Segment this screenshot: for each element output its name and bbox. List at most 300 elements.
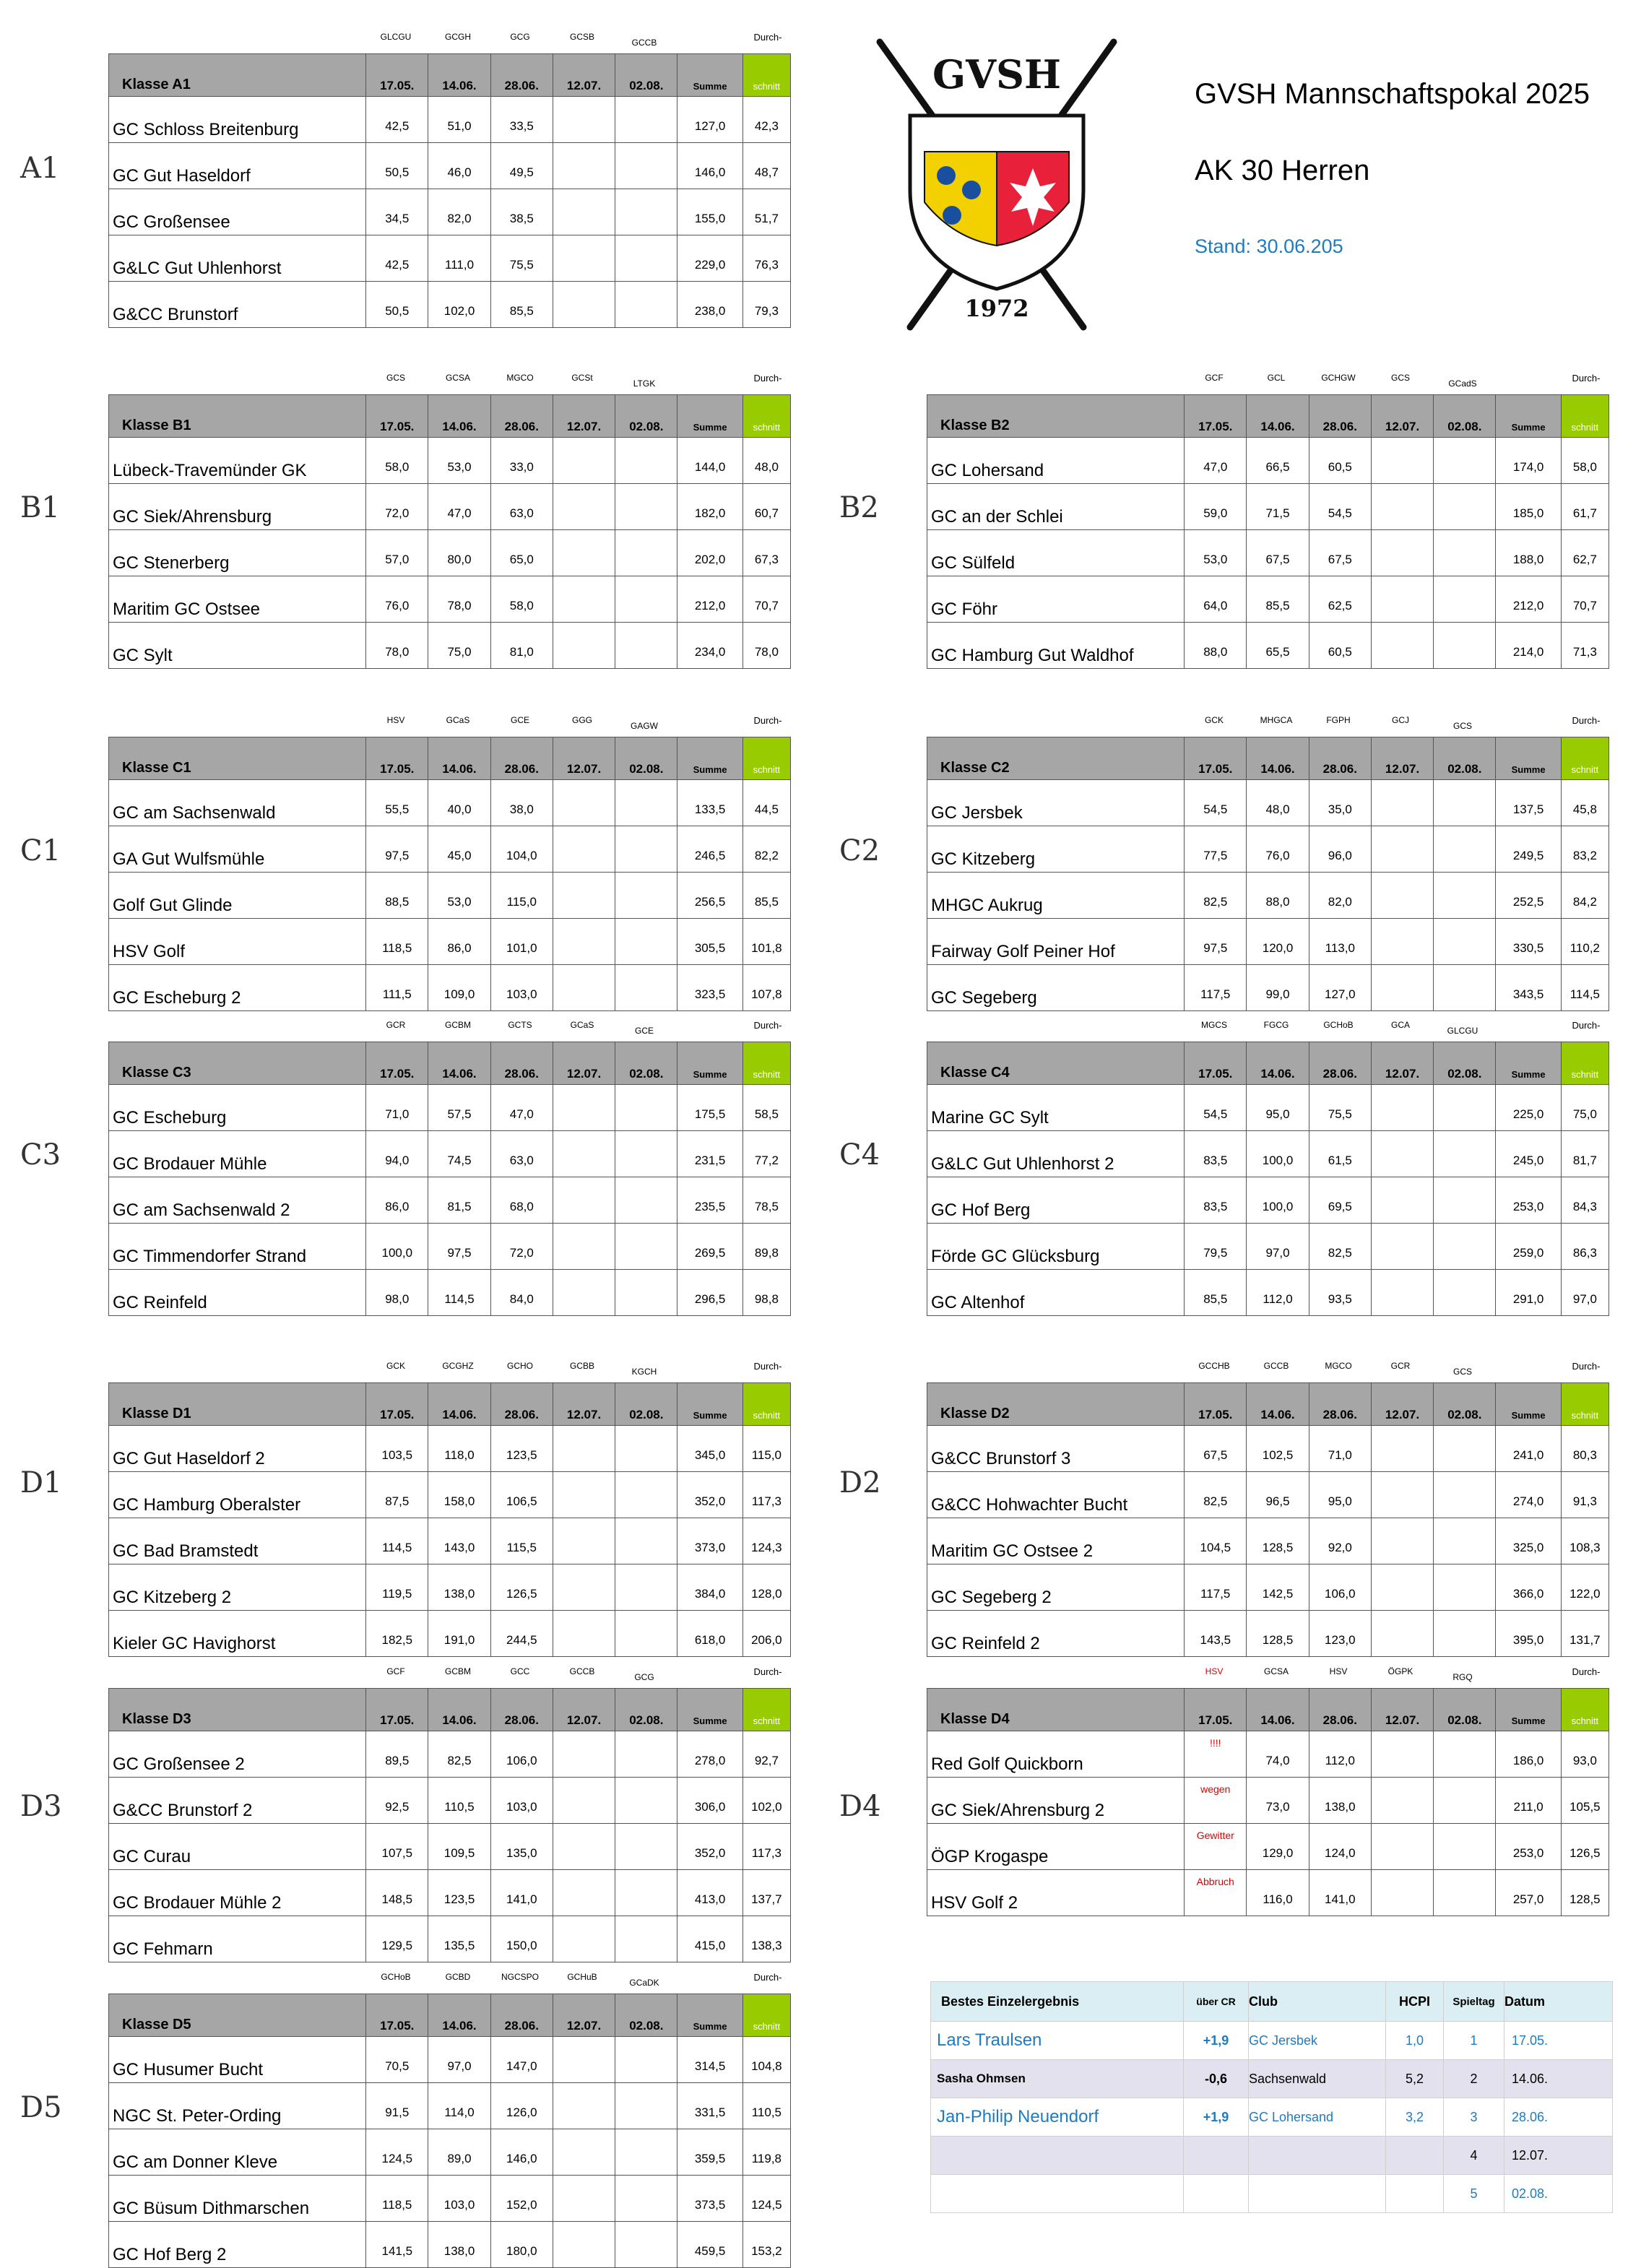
club-code: GCBM — [445, 1020, 471, 1030]
average-header: schnitt — [742, 1994, 790, 2037]
sum-value: 155,0 — [677, 189, 742, 235]
date-header: 17.05. — [366, 1383, 428, 1426]
score-value: 138,0 — [428, 1564, 490, 1611]
club-code: HSV — [1329, 1666, 1348, 1676]
team-name: ÖGP Krogaspe — [927, 1824, 1185, 1870]
score-value: 103,0 — [428, 2176, 490, 2222]
date-header: 02.08. — [615, 1042, 677, 1085]
club-code: NGCSPO — [501, 1972, 539, 1982]
date-header: 17.05. — [1185, 1383, 1247, 1426]
club-code: GCE — [634, 1026, 654, 1036]
sum-value: 238,0 — [677, 282, 742, 328]
team-name: GC am Sachsenwald — [109, 780, 366, 826]
average-value: 131,7 — [1561, 1611, 1608, 1657]
score-value — [615, 1085, 677, 1131]
sum-value: 395,0 — [1496, 1611, 1561, 1657]
sum-value: 235,5 — [677, 1177, 742, 1224]
score-value: 81,0 — [490, 623, 553, 669]
score-value: 127,0 — [1309, 965, 1371, 1011]
team-name: GC Curau — [109, 1824, 366, 1870]
average-value: 84,2 — [1561, 873, 1608, 919]
score-value — [615, 873, 677, 919]
score-value: 74,0 — [1247, 1731, 1309, 1778]
score-value — [615, 1870, 677, 1916]
team-row — [927, 530, 1609, 576]
spieltag: 5 — [1444, 2175, 1504, 2213]
group-label-c3: C3 — [20, 1138, 61, 1172]
class-table — [108, 394, 791, 669]
average-header: schnitt — [1561, 1042, 1608, 1085]
date-header: 02.08. — [615, 1383, 677, 1426]
score-value: 103,0 — [490, 1778, 553, 1824]
club-codes — [927, 1345, 1609, 1382]
group-label-d1: D1 — [20, 1466, 62, 1499]
score-value: 58,0 — [490, 576, 553, 623]
average-value: 124,5 — [742, 2176, 790, 2222]
class-title: Klasse C1 — [109, 737, 366, 780]
score-value — [1434, 1778, 1496, 1824]
score-value: 94,0 — [366, 1131, 428, 1177]
score-value — [1434, 826, 1496, 873]
score-value: 114,5 — [428, 1270, 490, 1316]
datum: 17.05. — [1504, 2022, 1613, 2060]
sum-value: 146,0 — [677, 143, 742, 189]
score-value — [615, 438, 677, 484]
date-header: 02.08. — [1434, 395, 1496, 438]
date-header: 17.05. — [366, 395, 428, 438]
page-title: GVSH Mannschaftspokal 2025 — [1195, 78, 1590, 110]
hcpi: 3,2 — [1386, 2098, 1444, 2137]
score-value: 114,0 — [428, 2083, 490, 2129]
average-value: 62,7 — [1561, 530, 1608, 576]
best-col-hcpi: HCPI — [1386, 1982, 1444, 2022]
logo-text: GVSH — [932, 51, 1062, 98]
team-row — [927, 1131, 1609, 1177]
score-value: 180,0 — [490, 2222, 553, 2268]
score-value — [553, 826, 615, 873]
score-value — [1371, 1472, 1433, 1518]
team-name: GC Hamburg Gut Waldhof — [927, 623, 1185, 669]
over-cr — [1184, 2175, 1249, 2213]
score-value — [1434, 1564, 1496, 1611]
average-header: schnitt — [742, 54, 790, 97]
score-value — [553, 780, 615, 826]
score-value: 42,5 — [366, 97, 428, 143]
score-value: 123,5 — [428, 1870, 490, 1916]
average-value: 71,3 — [1561, 623, 1608, 669]
score-value — [553, 1824, 615, 1870]
best-body — [931, 2022, 1613, 2213]
summe-header: Summe — [677, 1689, 742, 1731]
team-name: GC Siek/Ahrensburg 2 — [927, 1778, 1185, 1824]
score-value: 51,0 — [428, 97, 490, 143]
team-row — [927, 1731, 1609, 1778]
club-code: MGCS — [1201, 1020, 1227, 1030]
class-title: Klasse D2 — [927, 1383, 1185, 1426]
score-value: 100,0 — [1247, 1131, 1309, 1177]
team-name: GA Gut Wulfsmühle — [109, 826, 366, 873]
date-header: 02.08. — [1434, 737, 1496, 780]
summe-header: Summe — [677, 54, 742, 97]
club-code: GGG — [571, 715, 592, 725]
score-value — [553, 576, 615, 623]
header-row — [927, 1383, 1609, 1426]
score-value — [1371, 1131, 1433, 1177]
team-name: GC Föhr — [927, 576, 1185, 623]
club-code: LTGK — [633, 378, 656, 389]
score-value: 87,5 — [366, 1472, 428, 1518]
team-name: GC Brodauer Mühle 2 — [109, 1870, 366, 1916]
club-codes — [927, 357, 1609, 394]
score-value: 104,5 — [1185, 1518, 1247, 1564]
player-club — [1249, 2137, 1386, 2175]
score-value: 85,5 — [490, 282, 553, 328]
score-value: 111,5 — [366, 965, 428, 1011]
club-code: GAGW — [631, 721, 658, 731]
team-row — [109, 1426, 791, 1472]
best-row — [931, 2060, 1613, 2098]
score-value: 116,0 — [1247, 1870, 1309, 1916]
score-value — [553, 143, 615, 189]
sum-value: 343,5 — [1496, 965, 1561, 1011]
score-value: 85,5 — [1185, 1270, 1247, 1316]
team-row — [927, 1824, 1609, 1870]
score-value: 75,5 — [490, 235, 553, 282]
team-name: GC Büsum Dithmarschen — [109, 2176, 366, 2222]
average-value: 78,5 — [742, 1177, 790, 1224]
datum: 14.06. — [1504, 2060, 1613, 2098]
score-value: 54,5 — [1309, 484, 1371, 530]
team-name: G&CC Brunstorf — [109, 282, 366, 328]
hcpi: 5,2 — [1386, 2060, 1444, 2098]
score-value: 92,0 — [1309, 1518, 1371, 1564]
group-label-b2: B2 — [839, 491, 879, 524]
score-value — [553, 189, 615, 235]
score-value — [1371, 1824, 1433, 1870]
summe-header: Summe — [1496, 1042, 1561, 1085]
club-code: ÖGPK — [1387, 1666, 1413, 1676]
durch-label: Durch- — [1572, 373, 1601, 384]
average-value: 124,3 — [742, 1518, 790, 1564]
cancel-note: wegen — [1185, 1778, 1247, 1824]
group-label-d3: D3 — [20, 1790, 62, 1823]
team-row — [109, 780, 791, 826]
club-code: GCCHB — [1198, 1361, 1230, 1371]
best-header-row — [931, 1982, 1613, 2022]
summe-header: Summe — [677, 1383, 742, 1426]
best-row — [931, 2175, 1613, 2213]
header-row — [109, 1042, 791, 1085]
score-value: 143,0 — [428, 1518, 490, 1564]
score-value — [615, 1518, 677, 1564]
summe-header: Summe — [677, 737, 742, 780]
score-value — [615, 2037, 677, 2083]
datum: 02.08. — [1504, 2175, 1613, 2213]
team-row — [927, 826, 1609, 873]
average-value: 44,5 — [742, 780, 790, 826]
score-value: 113,0 — [1309, 919, 1371, 965]
class-title: Klasse C3 — [109, 1042, 366, 1085]
date-header: 17.05. — [1185, 395, 1247, 438]
team-row — [927, 1564, 1609, 1611]
score-value — [615, 1731, 677, 1778]
score-value: 33,0 — [490, 438, 553, 484]
sum-value: 186,0 — [1496, 1731, 1561, 1778]
score-value: 67,5 — [1309, 530, 1371, 576]
durch-label: Durch- — [753, 1972, 782, 1983]
sum-value: 366,0 — [1496, 1564, 1561, 1611]
score-value: 89,0 — [428, 2129, 490, 2176]
score-value — [553, 438, 615, 484]
score-value — [1434, 1177, 1496, 1224]
score-value: 115,5 — [490, 1518, 553, 1564]
team-name: G&CC Brunstorf 2 — [109, 1778, 366, 1824]
durch-label: Durch- — [753, 715, 782, 726]
score-value: 65,5 — [1247, 623, 1309, 669]
best-title: Bestes Einzelergebnis — [931, 1982, 1184, 2022]
average-value: 48,7 — [742, 143, 790, 189]
date-header: 28.06. — [490, 1689, 553, 1731]
header-row — [109, 1383, 791, 1426]
team-row — [109, 1518, 791, 1564]
score-value — [615, 2129, 677, 2176]
club-codes — [108, 1956, 791, 1994]
sum-value: 137,5 — [1496, 780, 1561, 826]
score-value: 83,5 — [1185, 1177, 1247, 1224]
header-row — [927, 1689, 1609, 1731]
sum-value: 413,0 — [677, 1870, 742, 1916]
cancel-note: Abbruch — [1185, 1870, 1247, 1916]
team-name: GC Fehmarn — [109, 1916, 366, 1962]
team-row — [927, 780, 1609, 826]
score-value: 78,0 — [428, 576, 490, 623]
player-name: Jan-Philip Neuendorf — [931, 2098, 1184, 2137]
date-header: 02.08. — [1434, 1689, 1496, 1731]
score-value: 76,0 — [366, 576, 428, 623]
score-value — [615, 826, 677, 873]
score-value — [1434, 1224, 1496, 1270]
average-value: 115,0 — [742, 1426, 790, 1472]
class-table — [927, 1042, 1609, 1316]
date-header: 14.06. — [428, 1689, 490, 1731]
date-header: 14.06. — [428, 395, 490, 438]
datum: 28.06. — [1504, 2098, 1613, 2137]
score-value — [615, 623, 677, 669]
sum-value: 278,0 — [677, 1731, 742, 1778]
average-value: 91,3 — [1561, 1472, 1608, 1518]
score-value: 82,5 — [1309, 1224, 1371, 1270]
date-header: 14.06. — [428, 1042, 490, 1085]
team-name: GC Escheburg 2 — [109, 965, 366, 1011]
date-header: 28.06. — [1309, 1689, 1371, 1731]
score-value — [1371, 1085, 1433, 1131]
team-row — [109, 1731, 791, 1778]
sum-value: 359,5 — [677, 2129, 742, 2176]
spieltag: 2 — [1444, 2060, 1504, 2098]
average-value: 110,2 — [1561, 919, 1608, 965]
team-row — [109, 623, 791, 669]
team-row — [927, 1224, 1609, 1270]
score-value — [553, 873, 615, 919]
score-value: 110,5 — [428, 1778, 490, 1824]
average-value: 122,0 — [1561, 1564, 1608, 1611]
team-row — [927, 1426, 1609, 1472]
score-value — [1434, 1270, 1496, 1316]
header-row — [109, 395, 791, 438]
date-header: 17.05. — [1185, 737, 1247, 780]
score-value: 48,0 — [1247, 780, 1309, 826]
team-name: G&CC Hohwachter Bucht — [927, 1472, 1185, 1518]
team-row — [109, 2083, 791, 2129]
team-row — [109, 2037, 791, 2083]
team-row — [109, 2176, 791, 2222]
player-club: GC Lohersand — [1249, 2098, 1386, 2137]
average-header: schnitt — [742, 737, 790, 780]
score-value — [1371, 576, 1433, 623]
score-value — [553, 2083, 615, 2129]
score-value — [1434, 623, 1496, 669]
summe-header: Summe — [677, 1994, 742, 2037]
sum-value: 345,0 — [677, 1426, 742, 1472]
class-table — [927, 1382, 1609, 1657]
team-row — [109, 189, 791, 235]
score-value: 89,5 — [366, 1731, 428, 1778]
date-header: 14.06. — [428, 737, 490, 780]
score-value: 143,5 — [1185, 1611, 1247, 1657]
score-value — [553, 1085, 615, 1131]
team-name: NGC St. Peter-Ording — [109, 2083, 366, 2129]
club-codes — [108, 1004, 791, 1042]
team-name: GC Sylt — [109, 623, 366, 669]
average-value: 89,8 — [742, 1224, 790, 1270]
durch-label: Durch- — [753, 1361, 782, 1372]
group-label-d5: D5 — [20, 2091, 62, 2124]
score-value — [1434, 530, 1496, 576]
score-value: 112,0 — [1309, 1731, 1371, 1778]
team-name: GC Segeberg 2 — [927, 1564, 1185, 1611]
team-name: GC Schloss Breitenburg — [109, 97, 366, 143]
average-value: 153,2 — [742, 2222, 790, 2268]
team-name: GC Gut Haseldorf 2 — [109, 1426, 366, 1472]
score-value: 106,5 — [490, 1472, 553, 1518]
team-row — [109, 1131, 791, 1177]
average-value: 117,3 — [742, 1472, 790, 1518]
class-title: Klasse D4 — [927, 1689, 1185, 1731]
average-value: 60,7 — [742, 484, 790, 530]
group-label-d4: D4 — [839, 1790, 881, 1823]
class-table — [108, 53, 791, 328]
score-value: 107,5 — [366, 1824, 428, 1870]
date-header: 17.05. — [366, 1042, 428, 1085]
club-code: GCaS — [570, 1020, 594, 1030]
score-value — [1434, 919, 1496, 965]
date-header: 02.08. — [615, 737, 677, 780]
average-value: 114,5 — [1561, 965, 1608, 1011]
club-code: GCTS — [508, 1020, 532, 1030]
score-value — [553, 235, 615, 282]
score-value — [553, 1131, 615, 1177]
score-value — [1371, 1870, 1433, 1916]
average-value: 92,7 — [742, 1731, 790, 1778]
score-value: 104,0 — [490, 826, 553, 873]
score-value — [1371, 530, 1433, 576]
score-value: 57,5 — [428, 1085, 490, 1131]
sum-value: 373,5 — [677, 2176, 742, 2222]
class-table — [108, 737, 791, 1011]
cancel-note: !!!! — [1185, 1731, 1247, 1778]
team-name: MHGC Aukrug — [927, 873, 1185, 919]
club-code: GCK — [1204, 715, 1224, 725]
score-value — [553, 1426, 615, 1472]
date-header: 02.08. — [1434, 1383, 1496, 1426]
club-code: GCE — [510, 715, 529, 725]
average-value: 97,0 — [1561, 1270, 1608, 1316]
score-value: 96,0 — [1309, 826, 1371, 873]
score-value: 109,5 — [428, 1824, 490, 1870]
club-code: GCJ — [1392, 715, 1409, 725]
best-row — [931, 2022, 1613, 2060]
score-value: 118,5 — [366, 919, 428, 965]
sum-value: 256,5 — [677, 873, 742, 919]
score-value: 96,5 — [1247, 1472, 1309, 1518]
score-value — [1371, 1224, 1433, 1270]
team-name: Maritim GC Ostsee — [109, 576, 366, 623]
score-value — [615, 189, 677, 235]
team-name: GC Großensee 2 — [109, 1731, 366, 1778]
average-value: 78,0 — [742, 623, 790, 669]
score-value — [615, 143, 677, 189]
page-subtitle: AK 30 Herren — [1195, 155, 1370, 186]
team-name: Red Golf Quickborn — [927, 1731, 1185, 1778]
score-value — [1434, 1731, 1496, 1778]
average-value: 119,8 — [742, 2129, 790, 2176]
score-value: 80,0 — [428, 530, 490, 576]
score-value: 82,5 — [428, 1731, 490, 1778]
score-value: 76,0 — [1247, 826, 1309, 873]
over-cr — [1184, 2137, 1249, 2175]
average-header: schnitt — [1561, 737, 1608, 780]
team-name: HSV Golf — [109, 919, 366, 965]
club-code: GCadS — [1448, 378, 1477, 389]
team-row — [109, 1824, 791, 1870]
score-value — [1371, 1611, 1433, 1657]
score-value — [615, 1177, 677, 1224]
stand-date: Stand: 30.06.205 — [1195, 235, 1343, 257]
sum-value: 185,0 — [1496, 484, 1561, 530]
score-value — [553, 1611, 615, 1657]
average-header: schnitt — [1561, 1689, 1608, 1731]
score-value: 101,0 — [490, 919, 553, 965]
club-code: GCL — [1267, 373, 1286, 383]
club-code: GCaS — [446, 715, 470, 725]
durch-label: Durch- — [753, 373, 782, 384]
score-value: 88,0 — [1247, 873, 1309, 919]
date-header: 17.05. — [366, 1689, 428, 1731]
spieltag: 1 — [1444, 2022, 1504, 2060]
club-code: GCS — [386, 373, 405, 383]
team-name: GC Escheburg — [109, 1085, 366, 1131]
club-code: MGCO — [1325, 1361, 1352, 1371]
date-header: 28.06. — [1309, 1042, 1371, 1085]
score-value: 47,0 — [490, 1085, 553, 1131]
class-title: Klasse B1 — [109, 395, 366, 438]
player-club — [1249, 2175, 1386, 2213]
sum-value: 202,0 — [677, 530, 742, 576]
team-row — [109, 826, 791, 873]
score-value: 75,0 — [428, 623, 490, 669]
club-codes — [108, 699, 791, 737]
score-value: 191,0 — [428, 1611, 490, 1657]
